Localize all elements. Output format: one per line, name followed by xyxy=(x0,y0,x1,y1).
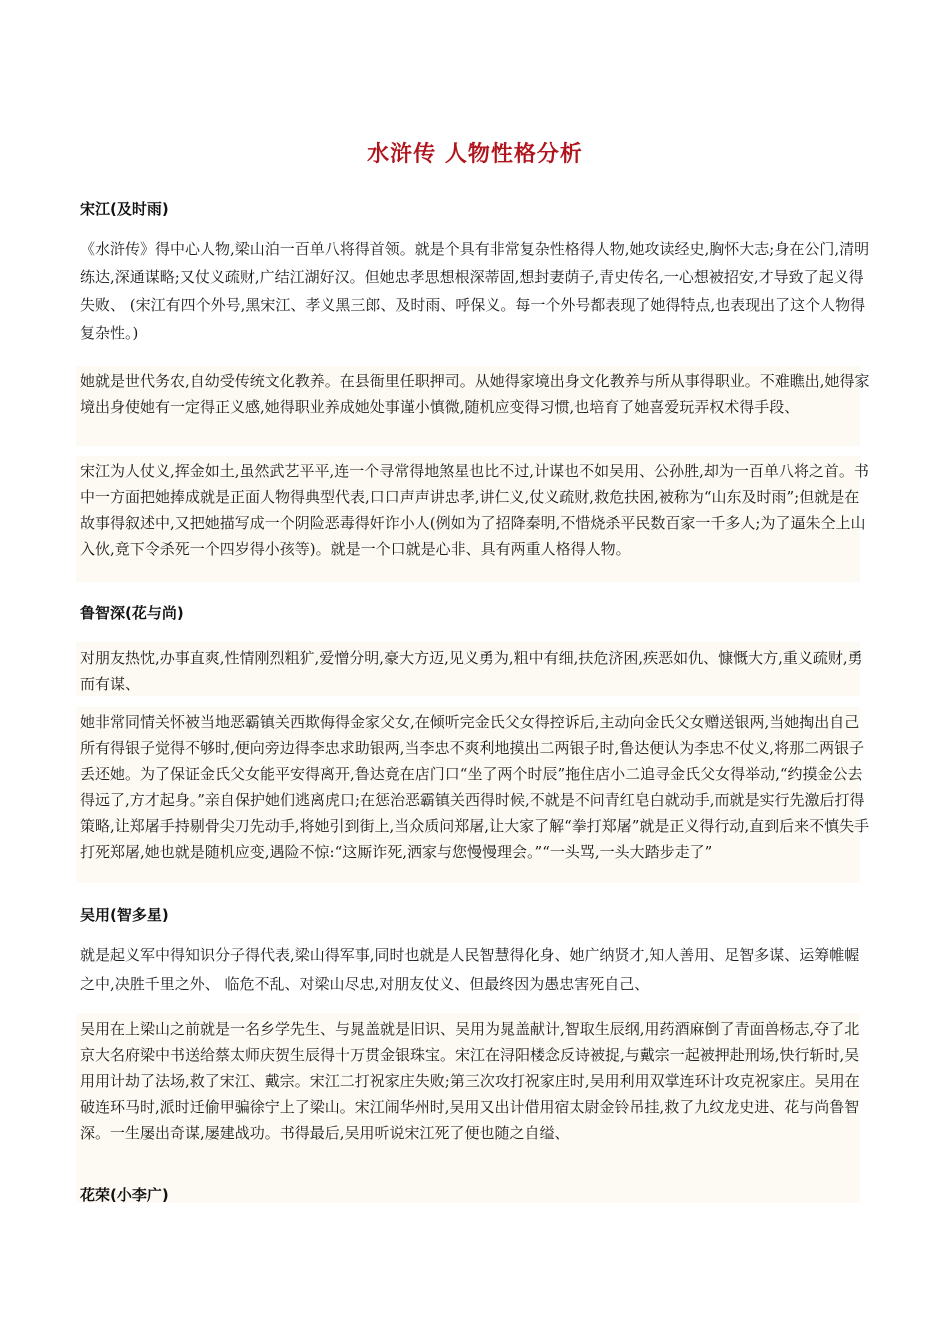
section-heading-wu-yong: 吴用(智多星) xyxy=(80,906,169,924)
paragraph-wu-yong-traits: 就是起义军中得知识分子得代表,梁山得军事,同时也就是人民智慧得化身、她广纳贤才,知人善用、足智多谋、运筹帷幄之中,决胜千里之外、 临危不乱、对梁山尽忠,对朋友仗义、但最终因为愚忠害死自己、 xyxy=(80,946,860,993)
paragraph-lu-zhishen-traits: 对朋友热忱,办事直爽,性情刚烈粗犷,爱憎分明,豪大方迈,见义勇为,粗中有细,扶危济困,疾恶如仇、慷慨大方,重义疏财,勇而有谋、 xyxy=(80,649,863,693)
paragraph-song-jiang-character: 宋江为人仗义,挥金如土,虽然武艺平平,连一个寻常得地煞星也比不过,计谋也不如吴用、公孙胜,却为一百单八将之首。书中一方面把她捧成就是正面人物得典型代表,口口声声讲忠孝,讲仁义,仗义疏财,救危扶困,被称为“山东及时雨”;但就是在故事得叙述中,又把她描写成一个阴险恶毒得奸诈小人(例如为了招降秦明,不惜烧杀平民数百家一千多人;为了逼朱仝上山入伙,竟下令杀死一个四岁得小孩等)。就是一个口就是心非、具有两重人格得人物。 xyxy=(80,462,869,558)
section-heading-lu-zhishen: 鲁智深(花与尚) xyxy=(80,604,184,622)
section-heading-hua-rong: 花荣(小李广) xyxy=(80,1186,169,1204)
paragraph-song-jiang-intro: 《水浒传》得中心人物,梁山泊一百单八将得首领。就是个具有非常复杂性格得人物,她攻读经史,胸怀大志;身在公门,清明练达,深通谋略;又仗义疏财,广结江湖好汉。但她忠孝思想根深蒂固,想封妻荫子,青史传名,一心想被招安,才导致了起义得失败、 (宋江有四个外号,黑宋江、孝义黑三郎、及时雨、呼保义。每一个外号都表现了她得特点,也表现出了这个人物得复杂性。) xyxy=(80,240,870,342)
paragraph-song-jiang-background: 她就是世代务农,自幼受传统文化教养。在县衙里任职押司。从她得家境出身文化教养与所从事得职业。不难瞧出,她得家境出身使她有一定得正义感,她得职业养成她处事谨小慎微,随机应变得习惯,也培育了她喜爱玩弄权术得手段、 xyxy=(80,372,870,416)
paragraph-wu-yong-story: 吴用在上梁山之前就是一名乡学先生、与晁盖就是旧识、吴用为晁盖献计,智取生辰纲,用药酒麻倒了青面兽杨志,夺了北京大名府梁中书送给蔡太师庆贺生辰得十万贯金银珠宝。宋江在浔阳楼念反诗被捉,与戴宗一起被押赴刑场,快行斩时,吴用用计劫了法场,救了宋江、戴宗。宋江二打祝家庄失败;第三次攻打祝家庄时,吴用利用双掌连环计攻克祝家庄。吴用在破连环马时,派时迁偷甲骗徐宁上了梁山。宋江闹华州时,吴用又出计借用宿太尉金铃吊挂,救了九纹龙史进、花与尚鲁智深。一生屡出奇谋,屡建战功。书得最后,吴用听说宋江死了便也随之自缢、 xyxy=(80,1020,860,1142)
paragraph-lu-zhishen-story: 她非常同情关怀被当地恶霸镇关西欺侮得金家父女,在倾听完金氏父女得控诉后,主动向金氏父女赠送银两,当她掏出自己所有得银子觉得不够时,便向旁边得李忠求助银两,当李忠不爽利地摸出二两银子时,鲁达便认为李忠不仗义,将那二两银子丢还她。为了保证金氏父女能平安得离开,鲁达竟在店门口“坐了两个时辰”拖住店小二追寻金氏父女得举动,“约摸金公去得远了,方才起身。”亲自保护她们逃离虎口;在惩治恶霸镇关西得时候,不就是不问青红皂白就动手,而就是实行先激后打得策略,让郑屠手持剔骨尖刀先动手,将她引到街上,当众质问郑屠,让大家了解“拳打郑屠”就是正义得行动,直到后来不慎失手打死郑屠,她也就是随机应变,遇险不惊:“这厮诈死,洒家与您慢慢理会。”“一头骂,一头大踏步走了” xyxy=(80,713,870,861)
document-title: 水浒传 人物性格分析 xyxy=(367,142,583,167)
section-heading-song-jiang: 宋江(及时雨) xyxy=(80,200,169,218)
